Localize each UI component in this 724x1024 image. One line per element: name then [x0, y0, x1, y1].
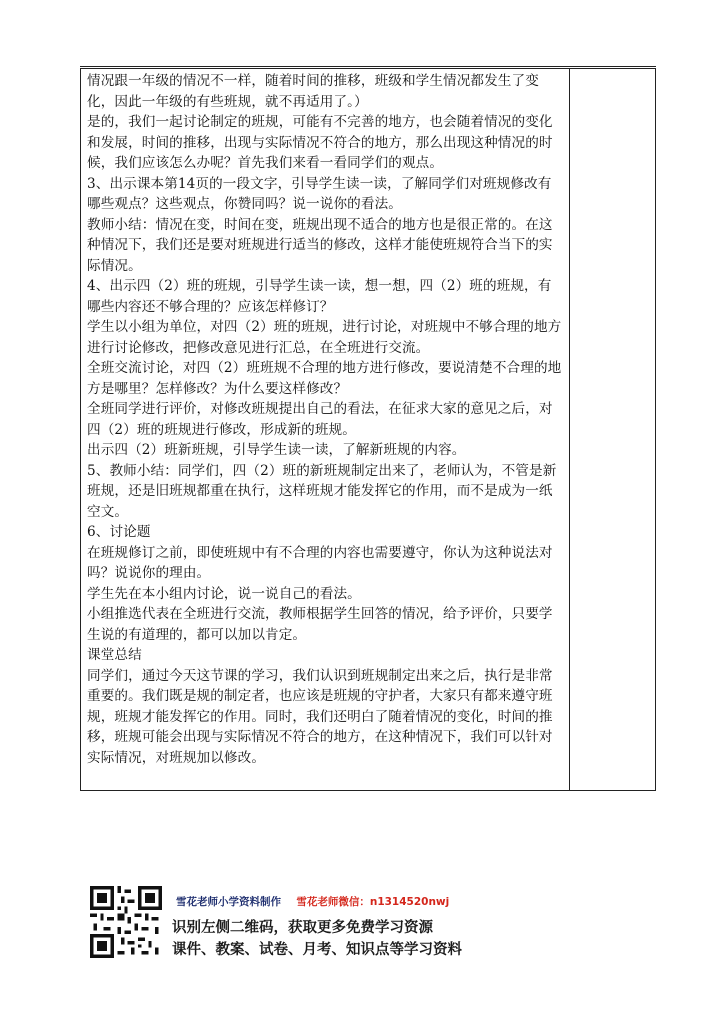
lesson-paragraph: 5、教师小结：同学们，四（2）班的新班规制定出来了，老师认为，不管是新班规，还是旧班规都重在执行，这样班规才能发挥它的作用，而不是成为一纸空文。	[87, 462, 557, 520]
lesson-paragraph: 全班交流讨论，对四（2）班班规不合理的地方进行修改，要说清楚不合理的地方是哪里？怎样修改？为什么要这样修改？	[87, 360, 562, 397]
footer-banner	[90, 886, 510, 960]
lesson-paragraph: 情况跟一年级的情况不一样，随着时间的推移，班级和学生情况都发生了变化，因此一年级的有些班规，就不再适用了。）	[87, 73, 539, 110]
lesson-paragraph: 同学们，通过今天这节课的学习，我们认识到班规制定出来之后，执行是非常重要的。我们既是规的制定者，也应该是班规的守护者，大家只有都来遵守班规，班规才能发挥它的作用。同时，我们还明白了随着情况的变化，时间的推移，班规可能会出现与实际情况不符合的地方，在这种情况下，我们可以针对实际情况，对班规加以修改。	[87, 667, 553, 766]
lesson-paragraph: 4、出示四（2）班的班规，引导学生读一读，想一想，四（2）班的班规，有哪些内容还不够合理的？应该怎样修订？	[87, 278, 552, 315]
notes-column	[571, 69, 655, 790]
qr-code-icon[interactable]	[90, 886, 162, 958]
lesson-paragraph: 教师小结：情况在变，时间在变，班规出现不适合的地方也是很正常的。在这种情况下，我们还是要对班规进行适当的修改，这样才能使班规符合当下的实际情况。	[87, 216, 553, 274]
lesson-paragraph: 出示四（2）班新班规，引导学生读一读，了解新班规的内容。	[87, 442, 466, 458]
lesson-table	[80, 68, 656, 791]
lesson-paragraph: 3、出示课本第14页的一段文字，引导学生读一读，了解同学们对班规修改有哪些观点？这些观点，你赞同吗？说一说你的看法。	[87, 175, 552, 212]
lesson-paragraph: 学生以小组为单位，对四（2）班的班规，进行讨论，对班规中不够合理的地方进行讨论修改，把修改意见进行汇总，在全班进行交流。	[87, 319, 562, 356]
lesson-paragraph: 小组推选代表在全班进行交流，教师根据学生回答的情况，给予评价，只要学生说的有道理的，都可以加以肯定。	[87, 606, 553, 643]
lesson-paragraph: 学生先在本小组内讨论，说一说自己的看法。	[87, 585, 361, 602]
lesson-paragraph: 全班同学进行评价，对修改班规提出自己的看法，在征求大家的意见之后，对四（2）班的班规进行修改，形成新的班规。	[87, 401, 553, 438]
footer-credit	[176, 894, 449, 909]
column-divider	[569, 69, 570, 790]
section-heading: 6、讨论题	[87, 524, 151, 540]
lesson-content	[87, 71, 565, 768]
lesson-paragraph: 在班规修订之前，即使班规中有不合理的内容也需要遵守，你认为这种说法对吗？说说你的理由。	[87, 544, 553, 581]
top-rule	[80, 66, 656, 67]
maker-label: 雪花老师小学资料制作	[176, 896, 281, 908]
lesson-paragraph: 是的，我们一起讨论制定的班规，可能有不完善的地方，也会随着情况的变化和发展，时间的推移，出现与实际情况不符合的地方，那么出现这种情况的时候，我们应该怎么办呢？首先我们来看一看同学们的观点。	[87, 114, 553, 171]
footer-resources: 课件、教案、试卷、月考、知识点等学习资料	[172, 942, 462, 958]
wechat-label: 雪花老师微信：n1314520nwj	[296, 896, 450, 908]
footer-qr-hint: 识别左侧二维码，获取更多免费学习资源	[172, 920, 433, 936]
section-heading: 课堂总结	[87, 647, 142, 663]
